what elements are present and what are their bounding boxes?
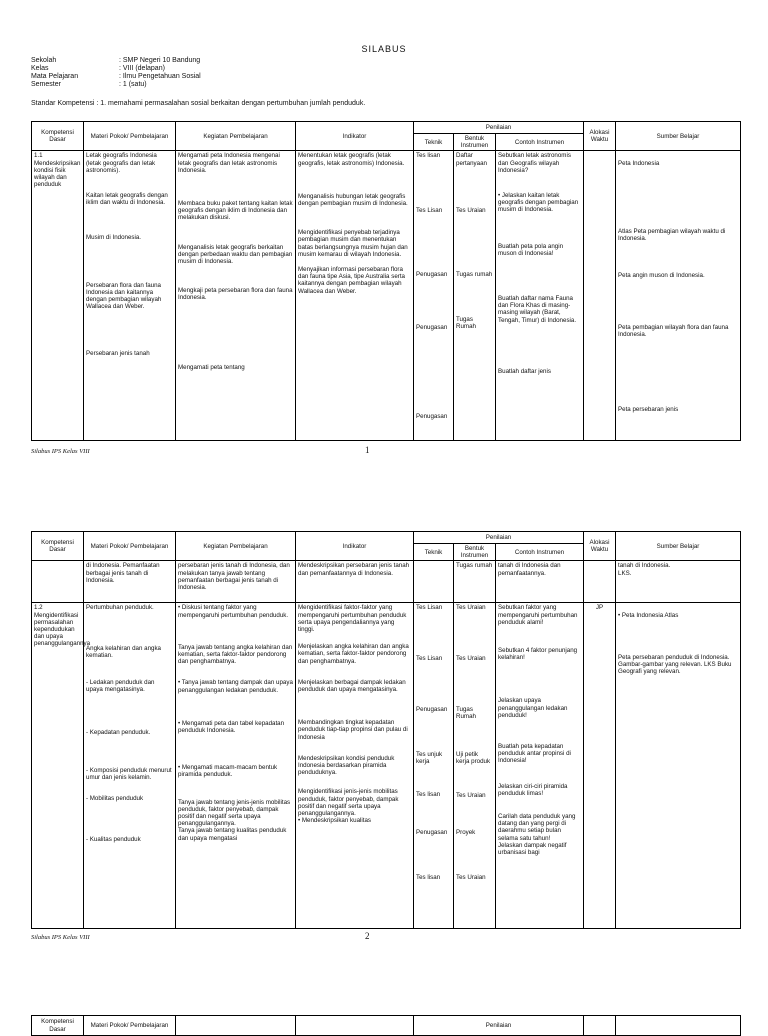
header-contoh: Contoh Instrumen: [496, 544, 584, 561]
teknik-text: Tes Lisan: [416, 654, 443, 662]
meta-key: Mata Pelajaran: [31, 73, 79, 80]
meta-value: : VIII (delapan): [119, 65, 165, 72]
contoh-cell: [496, 603, 584, 929]
header-alokasi: Alokasi Waktu: [584, 122, 616, 151]
indikator-text: Mengidentifikasi jenis-jenis mobilitas penduduk, faktor penyebab, dampak positif dan negatif serta upaya penanggulangannya.: [298, 788, 399, 818]
indikator-cell: [296, 603, 414, 929]
contoh-text: Buatlah daftar nama Fauna dan Flora Khas di masing-masing wilayah (Barat, Tengah, Timur) di Indonesia.: [498, 295, 577, 324]
meta-key: Sekolah: [31, 57, 57, 64]
meta-value: : SMP Negeri 10 Bandung: [119, 57, 201, 64]
kegiatan-text: Menganalisis letak geografis berkaitan dengan perbedaan waktu dan pembagian musim di Indonesia.: [178, 243, 293, 266]
teknik-text: Tes lisan: [416, 152, 441, 160]
table-row: [32, 151, 741, 441]
header-kegiatan: [176, 1016, 296, 1036]
kegiatan-text: Mengkaji peta persebaran flora dan fauna Indonesia.: [178, 287, 293, 302]
materi-text: Angka kelahiran dan angka kematian.: [86, 644, 161, 659]
meta-value: : Ilmu Pengetahuan Sosial: [119, 73, 201, 80]
indikator-text: Menganalisis hubungan letak geografis dengan pembagian musim di Indonesia.: [298, 192, 408, 208]
materi-text: - Kualitas penduduk: [86, 836, 141, 844]
kegiatan-text: Mengamati peta Indonesia mengenai letak geografis dan letak astronomis Indonesia.: [178, 152, 280, 174]
teknik-text: Penugasan: [416, 270, 448, 278]
sumber-text: • Peta Indonesia Atlas: [618, 611, 679, 619]
kegiatan-text: Membaca buku paket tentang kaitan letak geografis dengan iklim di Indonesia dan melakukan diskusi.: [178, 200, 293, 222]
meta-key: Semester: [31, 81, 61, 88]
header-kd: Kompetensi Dasar: [32, 1016, 84, 1036]
materi-cell: [84, 603, 176, 929]
header-kegiatan: Kegiatan Pembelajaran: [176, 122, 296, 151]
bentuk-text: Uji petik kerja produk: [456, 751, 491, 766]
syllabus-table-page3: [31, 1015, 741, 1036]
kd-text: 1.1 Mendeskripsikan kondisi fisik wilayah dan penduduk: [34, 152, 81, 189]
bentuk-text: Tugas Rumah: [456, 316, 476, 331]
materi-text: Pertumbuhan penduduk.: [86, 604, 154, 612]
meta-key: Kelas: [31, 65, 49, 72]
contoh-cell: [496, 151, 584, 441]
contoh-text: Jelaskan upaya penanggulangan ledakan penduduk!: [498, 697, 568, 719]
kegiatan-text: persebaran jenis tanah di Indonesia, dan melakukan tanya jawab tentang pemanfaatan berbagai jenis tanah di Indonesia.: [178, 562, 290, 592]
alokasi-text: JP: [595, 604, 604, 612]
teknik-text: Tes lisan: [416, 873, 441, 881]
teknik-text: Penugasan: [416, 324, 448, 332]
bentuk-text: Daftar pertanyaan: [456, 152, 487, 167]
teknik-text: Tes Lisan: [416, 206, 443, 214]
indikator-text: • Mendeskripsikan kualitas: [298, 817, 372, 825]
teknik-text: Tes Lisan: [416, 604, 443, 612]
materi-text: Persebaran flora dan fauna Indonesia dan kaitannya dengan pembagian wilayah Wallacea dan Weber.: [86, 281, 162, 311]
materi-text: - Mobilitas penduduk: [86, 795, 144, 803]
kegiatan-cell: [176, 151, 296, 441]
kegiatan-text: • Tanya jawab tentang dampak dan upaya penanggulangan ledakan penduduk.: [178, 679, 293, 694]
indikator-cell: [296, 561, 414, 603]
contoh-text: • Jelaskan kaitan letak geografis dengan pembagian musim di Indonesia.: [498, 192, 579, 214]
page-footer: [31, 445, 740, 455]
sumber-text: Peta pembagian wilayah flora dan fauna Indonesia.: [618, 324, 729, 339]
header-sumber: [616, 1016, 741, 1036]
header-indikator: [296, 1016, 414, 1036]
materi-cell: [84, 561, 176, 603]
footer-text: Silabus IPS Kelas VIII: [31, 934, 90, 941]
header-kegiatan: Kegiatan Pembelajaran: [176, 532, 296, 561]
header-sumber: Sumber Belajar: [616, 532, 741, 561]
materi-text: Letak geografis Indonesia (letak geografis dan letak astronomis).: [86, 152, 157, 174]
bentuk-text: Tugas Rumah: [456, 705, 476, 721]
bentuk-text: Tes Uraian: [456, 206, 486, 214]
header-penilaian: Penilaian: [414, 122, 584, 134]
teknik-cell: [414, 561, 454, 603]
contoh-text: Jelaskan dampak negatif urbanisasi bagi: [498, 841, 567, 857]
page-footer: [31, 931, 740, 941]
materi-text: Musim di Indonesia.: [86, 234, 142, 242]
indikator-text: Mendeskripsikan kondisi penduduk Indonesia berdasarkan piramida penduduknya.: [298, 754, 395, 777]
alokasi-cell: [584, 151, 616, 441]
header-sumber: Sumber Belajar: [616, 122, 741, 151]
sumber-text: Peta persebaran penduduk di Indonesia. Gambar-gambar yang relevan. LKS Buku Geografi yang relevan.: [618, 654, 732, 676]
header-teknik: Teknik: [414, 544, 454, 561]
indikator-text: Menjelaskan berbagai dampak ledakan penduduk dan upaya mengatasinya.: [298, 678, 406, 694]
header-teknik: Teknik: [414, 134, 454, 151]
alokasi-cell: [584, 561, 616, 603]
materi-text: - Komposisi penduduk menurut umur dan jenis kelamin.: [86, 766, 172, 781]
kegiatan-text: Tanya jawab tentang jenis-jenis mobilitas penduduk, faktor penyebab, dampak positif dan negatif serta upaya penanggulangannya.: [178, 798, 291, 828]
bentuk-cell: [454, 603, 496, 929]
bentuk-text: Tes Uraian: [456, 874, 486, 882]
materi-text: - Ledakan penduduk dan upaya mengatasinya.: [86, 679, 155, 694]
kegiatan-text: Tanya jawab tentang kualitas penduduk dan upaya mengatasi: [178, 827, 287, 842]
indikator-text: Menentukan letak geografis (letak geografis, letak astronomis) Indonesia.: [298, 152, 405, 167]
bentuk-cell: [454, 561, 496, 603]
sumber-text: Atlas Peta pembagian wilayah waktu di Indonesia.: [618, 228, 726, 243]
kegiatan-text: • Mengamati macam-macam bentuk piramida penduduk.: [178, 764, 278, 779]
kd-text: 1.2 Mengidentifikasi permasalahan kependudukan dan upaya penanggulangannya: [34, 604, 91, 648]
indikator-text: Mengidentifikasi penyebab terjadinya pembagian musim dan menentukan batas berlangsungnya musim hujan dan musim kemarau di wilayah Indonesia.: [298, 229, 408, 258]
indikator-text: Mengidentifikasi faktor-faktor yang mempengaruhi pertumbuhan penduduk serta upaya pengendaliannya yang tinggi.: [298, 604, 407, 634]
teknik-text: Tes lisan: [416, 791, 441, 799]
teknik-text: Penugasan: [416, 413, 448, 421]
indikator-text: Mendeskripsikan persebaran jenis tanah dan pemanfaatannya di Indonesia.: [298, 562, 410, 577]
footer-text: Silabus IPS Kelas VIII: [31, 448, 90, 455]
teknik-text: Penugasan: [416, 705, 448, 713]
contoh-text: tanah di Indonesia dan pemanfaatannya.: [498, 562, 561, 577]
kegiatan-text: • Mengamati peta dan tabel kepadatan penduduk Indonesia.: [178, 719, 285, 735]
header-indikator: Indikator: [296, 532, 414, 561]
sumber-text: Peta angin muson di Indonesia.: [618, 271, 705, 279]
table-row: [32, 603, 741, 929]
header-penilaian: Penilaian: [414, 1016, 584, 1036]
contoh-text: Buatlah peta pola angin muson di Indonesia!: [498, 242, 564, 257]
syllabus-table-page2: [31, 531, 741, 929]
materi-cell: [84, 151, 176, 441]
header-alokasi: Alokasi Waktu: [584, 532, 616, 561]
bentuk-text: Proyek: [456, 828, 476, 836]
kd-cell: [32, 603, 91, 929]
indikator-text: Membandingkan tingkat kepadatan penduduk tiap-tiap propinsi dan pulau di Indonesia: [298, 719, 408, 741]
contoh-text: Buatlah daftar jenis: [498, 367, 551, 375]
kd-cell: [32, 561, 84, 603]
kegiatan-text: • Diskusi tentang faktor yang mempengaruhi pertumbuhan penduduk.: [178, 604, 289, 619]
indikator-text: Menyajikan informasi persebaran flora dan fauna tipe Asia, tipe Australia serta kaitannya dengan pembagian wilayah Wallacea dan Weber.: [298, 266, 405, 295]
sumber-text: tanah di Indonesia. LKS.: [618, 562, 671, 577]
bentuk-cell: [454, 151, 496, 441]
syllabus-table-page1: [31, 121, 741, 441]
sumber-cell: [616, 603, 741, 929]
bentuk-text: Tes Uraian: [456, 791, 486, 799]
header-kd: Kompetensi Dasar: [32, 532, 84, 561]
page-title: SILABUS: [361, 44, 407, 54]
bentuk-text: Tugas rumah: [456, 562, 493, 570]
bentuk-text: Tes Uraian: [456, 654, 486, 662]
alokasi-cell: [584, 603, 616, 929]
header-materi: Materi Pokok/ Pembelajaran: [84, 1016, 176, 1036]
indikator-text: Menjelaskan angka kelahiran dan angka kematian, serta faktor-faktor pendorong dan penghambatnya.: [298, 643, 409, 665]
kd-cell: [32, 151, 84, 441]
header-materi: Materi Pokok/ Pembelajaran: [84, 532, 176, 561]
teknik-cell: [414, 603, 454, 929]
indikator-cell: [296, 151, 414, 441]
header-bentuk: Bentuk Instrumen: [454, 134, 496, 151]
contoh-text: Buatlah peta kepadatan penduduk antar propinsi di Indonesia!: [498, 743, 571, 765]
contoh-text: Jelaskan ciri-ciri piramida penduduk limas!: [498, 782, 568, 797]
kegiatan-text: Tanya jawab tentang angka kelahiran dan kematian, serta faktor-faktor pendorong dan penghambatnya.: [178, 643, 293, 666]
standar-kompetensi: Standar Kompetensi : 1. memahami permasalahan sosial berkaitan dengan pertumbuhan jumlah penduduk.: [31, 100, 366, 107]
header-bentuk: Bentuk Instrumen: [454, 544, 496, 561]
teknik-cell: [414, 151, 454, 441]
sumber-text: Peta persebaran jenis: [618, 405, 679, 413]
document-meta: [31, 57, 201, 89]
header-penilaian: Penilaian: [414, 532, 584, 544]
sumber-text: Peta Indonesia: [618, 159, 660, 167]
header-indikator: Indikator: [296, 122, 414, 151]
kegiatan-text: Mengamati peta tentang: [178, 363, 245, 371]
contoh-text: Sebutkan faktor yang mempengaruhi pertumbuhan penduduk alami!: [498, 604, 578, 626]
sumber-cell: [616, 561, 741, 603]
contoh-cell: [496, 561, 584, 603]
materi-text: - Kepadatan penduduk.: [86, 729, 151, 737]
meta-value: : 1 (satu): [119, 81, 147, 88]
page-number: 1: [365, 445, 370, 455]
header-alokasi: [584, 1016, 616, 1036]
bentuk-text: Tugas rumah: [456, 271, 493, 279]
materi-text: di Indonesia. Pemanfaatan berbagai jenis tanah di Indonesia.: [86, 562, 160, 584]
table-row: [32, 561, 741, 603]
materi-text: Persebaran jenis tanah: [86, 350, 150, 358]
header-contoh: Contoh Instrumen: [496, 134, 584, 151]
page-number: 2: [365, 931, 370, 941]
contoh-text: Sebutkan letak astronomis dan Geografis wilayah Indonesia?: [498, 152, 571, 174]
kegiatan-cell: [176, 603, 296, 929]
teknik-text: Tes unjuk kerja: [416, 751, 443, 766]
bentuk-text: Tes Uraian: [456, 604, 486, 612]
header-materi: Materi Pokok/ Pembelajaran: [84, 122, 176, 151]
header-kd: Kompetensi Dasar: [32, 122, 84, 151]
contoh-text: Carilah data penduduk yang datang dan yang pergi di daerahmu setiap bulan selama satu tahun!: [498, 813, 576, 842]
sumber-cell: [616, 151, 741, 441]
teknik-text: Penugasan: [416, 828, 448, 836]
kegiatan-cell: [176, 561, 296, 603]
materi-text: Kaitan letak geografis dengan iklim dan waktu di Indonesia.: [86, 192, 168, 207]
contoh-text: Sebutkan 4 faktor penunjang kelahiran!: [498, 647, 578, 662]
